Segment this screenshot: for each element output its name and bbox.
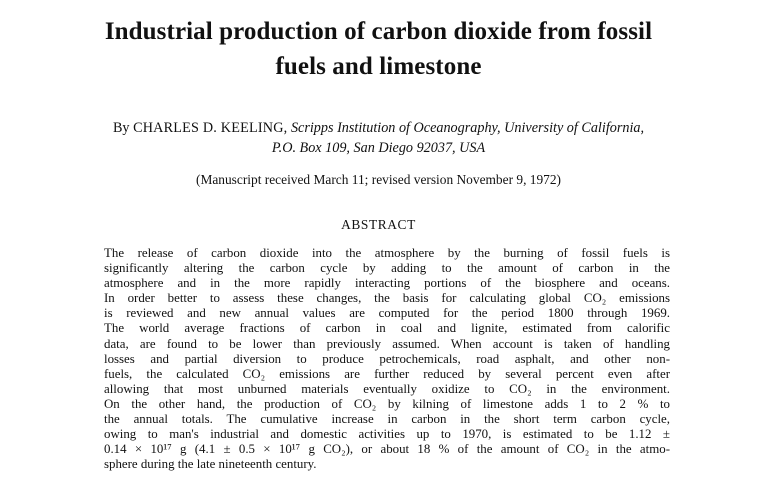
affiliation-institution: Scripps Institution of Oceanography, University of California,: [290, 120, 645, 136]
abstract-line: The world average fractions of carbon in coal and lignite, estimated from calorific: [104, 321, 670, 336]
abstract-line: The release of carbon dioxide into the atmosphere by the burning of fossil fuels is: [104, 246, 670, 260]
paper-title-line-1: Industrial production of carbon dioxide from fossil: [104, 18, 653, 45]
author-name: CHARLES D. KEELING,: [133, 120, 288, 136]
abstract-line: sphere during the late nineteenth century.: [104, 457, 317, 472]
abstract-line: owing to man's industrial and domestic activities up to 1970, is estimated to be 1.12 ±: [104, 427, 670, 442]
abstract-line: is reviewed and new annual values are computed for the period 1800 through 1969.: [104, 306, 670, 321]
abstract-body: [104, 246, 670, 472]
byline-by: By: [112, 120, 134, 136]
abstract-line: On the other hand, the production of CO₂ by kilning of limestone adds 1 to 2 % to: [104, 396, 670, 411]
author-byline: [30, 118, 727, 158]
abstract-line: fuels, the calculated CO₂ emissions are further reduced by several percent even after: [104, 366, 670, 381]
abstract-line: allowing that most unburned materials eventually oxidize to CO₂ in the environment.: [104, 381, 670, 396]
manuscript-dates: (Manuscript received March 11; revised version November 9, 1972): [195, 172, 562, 187]
byline-line-1: [30, 118, 727, 138]
abstract-line: significantly altering the carbon cycle by adding to the amount of carbon in the: [104, 261, 670, 276]
abstract-line: In order better to assess these changes, the basis for calculating global CO₂ emissions: [104, 291, 670, 306]
affiliation-address: P.O. Box 109, San Diego 92037, USA: [271, 140, 486, 156]
abstract-heading: ABSTRACT: [341, 217, 416, 232]
byline-line-2: [30, 138, 727, 158]
abstract-line: the annual totals. The cumulative increase in carbon in the short term carbon cycle,: [104, 412, 670, 427]
abstract-line: data, are found to be lower than previously assumed. When account is taken of handling: [104, 336, 670, 351]
paper-title: [40, 14, 717, 84]
paper-title-line-2: fuels and limestone: [275, 53, 482, 80]
abstract-line: 0.14 × 10¹⁷ g (4.1 ± 0.5 × 10¹⁷ g CO₂), or about 18 % of the amount of CO₂ in the atmo-: [104, 442, 670, 457]
abstract-line: losses and partial diversion to produce petrochemicals, road asphalt, and other non-: [104, 351, 670, 366]
abstract-line: atmosphere and in the more rapidly interacting portions of the biosphere and oceans.: [104, 276, 670, 291]
